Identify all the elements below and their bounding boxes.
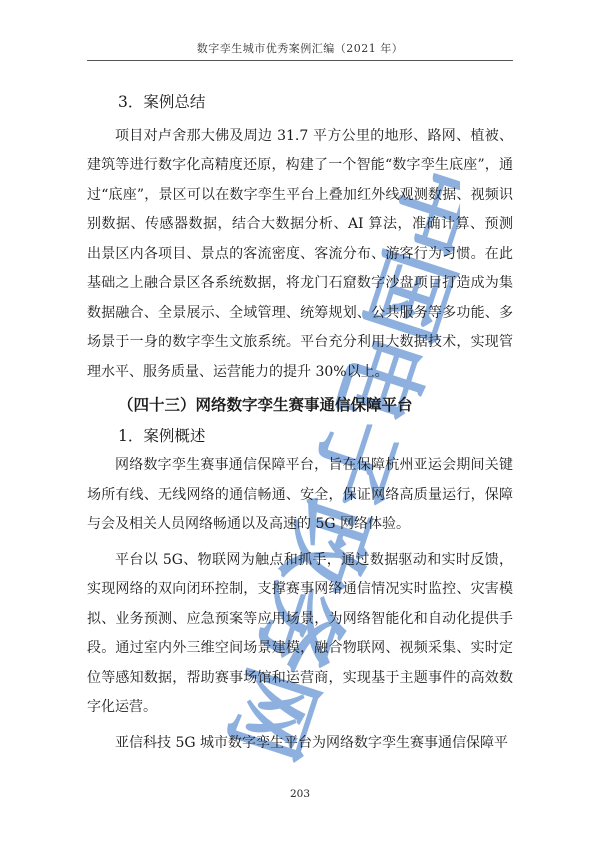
overview-paragraph-1: 网络数字孪生赛事通信保障平台，旨在保障杭州亚运会期间关键场所有线、无线网络的通信畅通、安全，保证网络高质量运行，保障与会及相关人员网络畅通以及高速的 5G 网络体验。 — [87, 457, 513, 532]
section-3-summary — [87, 88, 513, 387]
overview-paragraph-2: 平台以 5G、物联网为触点和抓手，通过数据驱动和实时反馈，实现网络的双向闭环控制，支撑赛事网络通信情况实时监控、灾害模拟、业务预测、应急预案等应用场景，为网络智能化和自动化提供手段。通过室内外三维空间场景建模，融合物联网、视频采集、实时定位等感知数据，帮助赛事场馆和运营商，实现基于主题事件的高效数字化运营。 — [87, 551, 513, 715]
header-rule — [87, 60, 513, 61]
running-header: 数字孪生城市优秀案例汇编（2021 年） — [196, 42, 404, 55]
summary-paragraph: 项目对卢舍那大佛及周边 31.7 平方公里的地形、路网、植被、建筑等进行数字化高精度还原，构建了一个智能“数字孪生底座”，通过“底座”，景区可以在数字孪生平台上叠加红外线观测数据、视频识别数据、传感器数据，结合大数据分析、AI 算法，准确计算、预测出景区内各项目、景点的客流密度、客流分布、游客行为习惯。在此基础之上融合景区各系统数据，将龙门石窟数字沙盘项目打造成为集数据融合、全景展示、全域管理、统筹规划、公共服务等多功能、多场景于一身的数字孪生文旅系统。平台充分利用大数据技术，实现管理水平、服务质量、运营能力的提升 30%以上。 — [87, 127, 513, 380]
section-43-title: （四十三）网络数字孪生赛事通信保障平台 — [118, 395, 413, 414]
section-heading-case-overview: 1．案例概述 — [118, 426, 206, 445]
watermark-text: 中国电子政务网 — [209, 153, 460, 770]
overview-paragraph-3: 亚信科技 5G 城市数字孪生平台为网络数字孪生赛事通信保障平 — [115, 734, 508, 751]
section-heading-case-summary: 3．案例总结 — [118, 93, 206, 111]
page-number: 203 — [289, 788, 311, 800]
section-43 — [87, 390, 513, 758]
